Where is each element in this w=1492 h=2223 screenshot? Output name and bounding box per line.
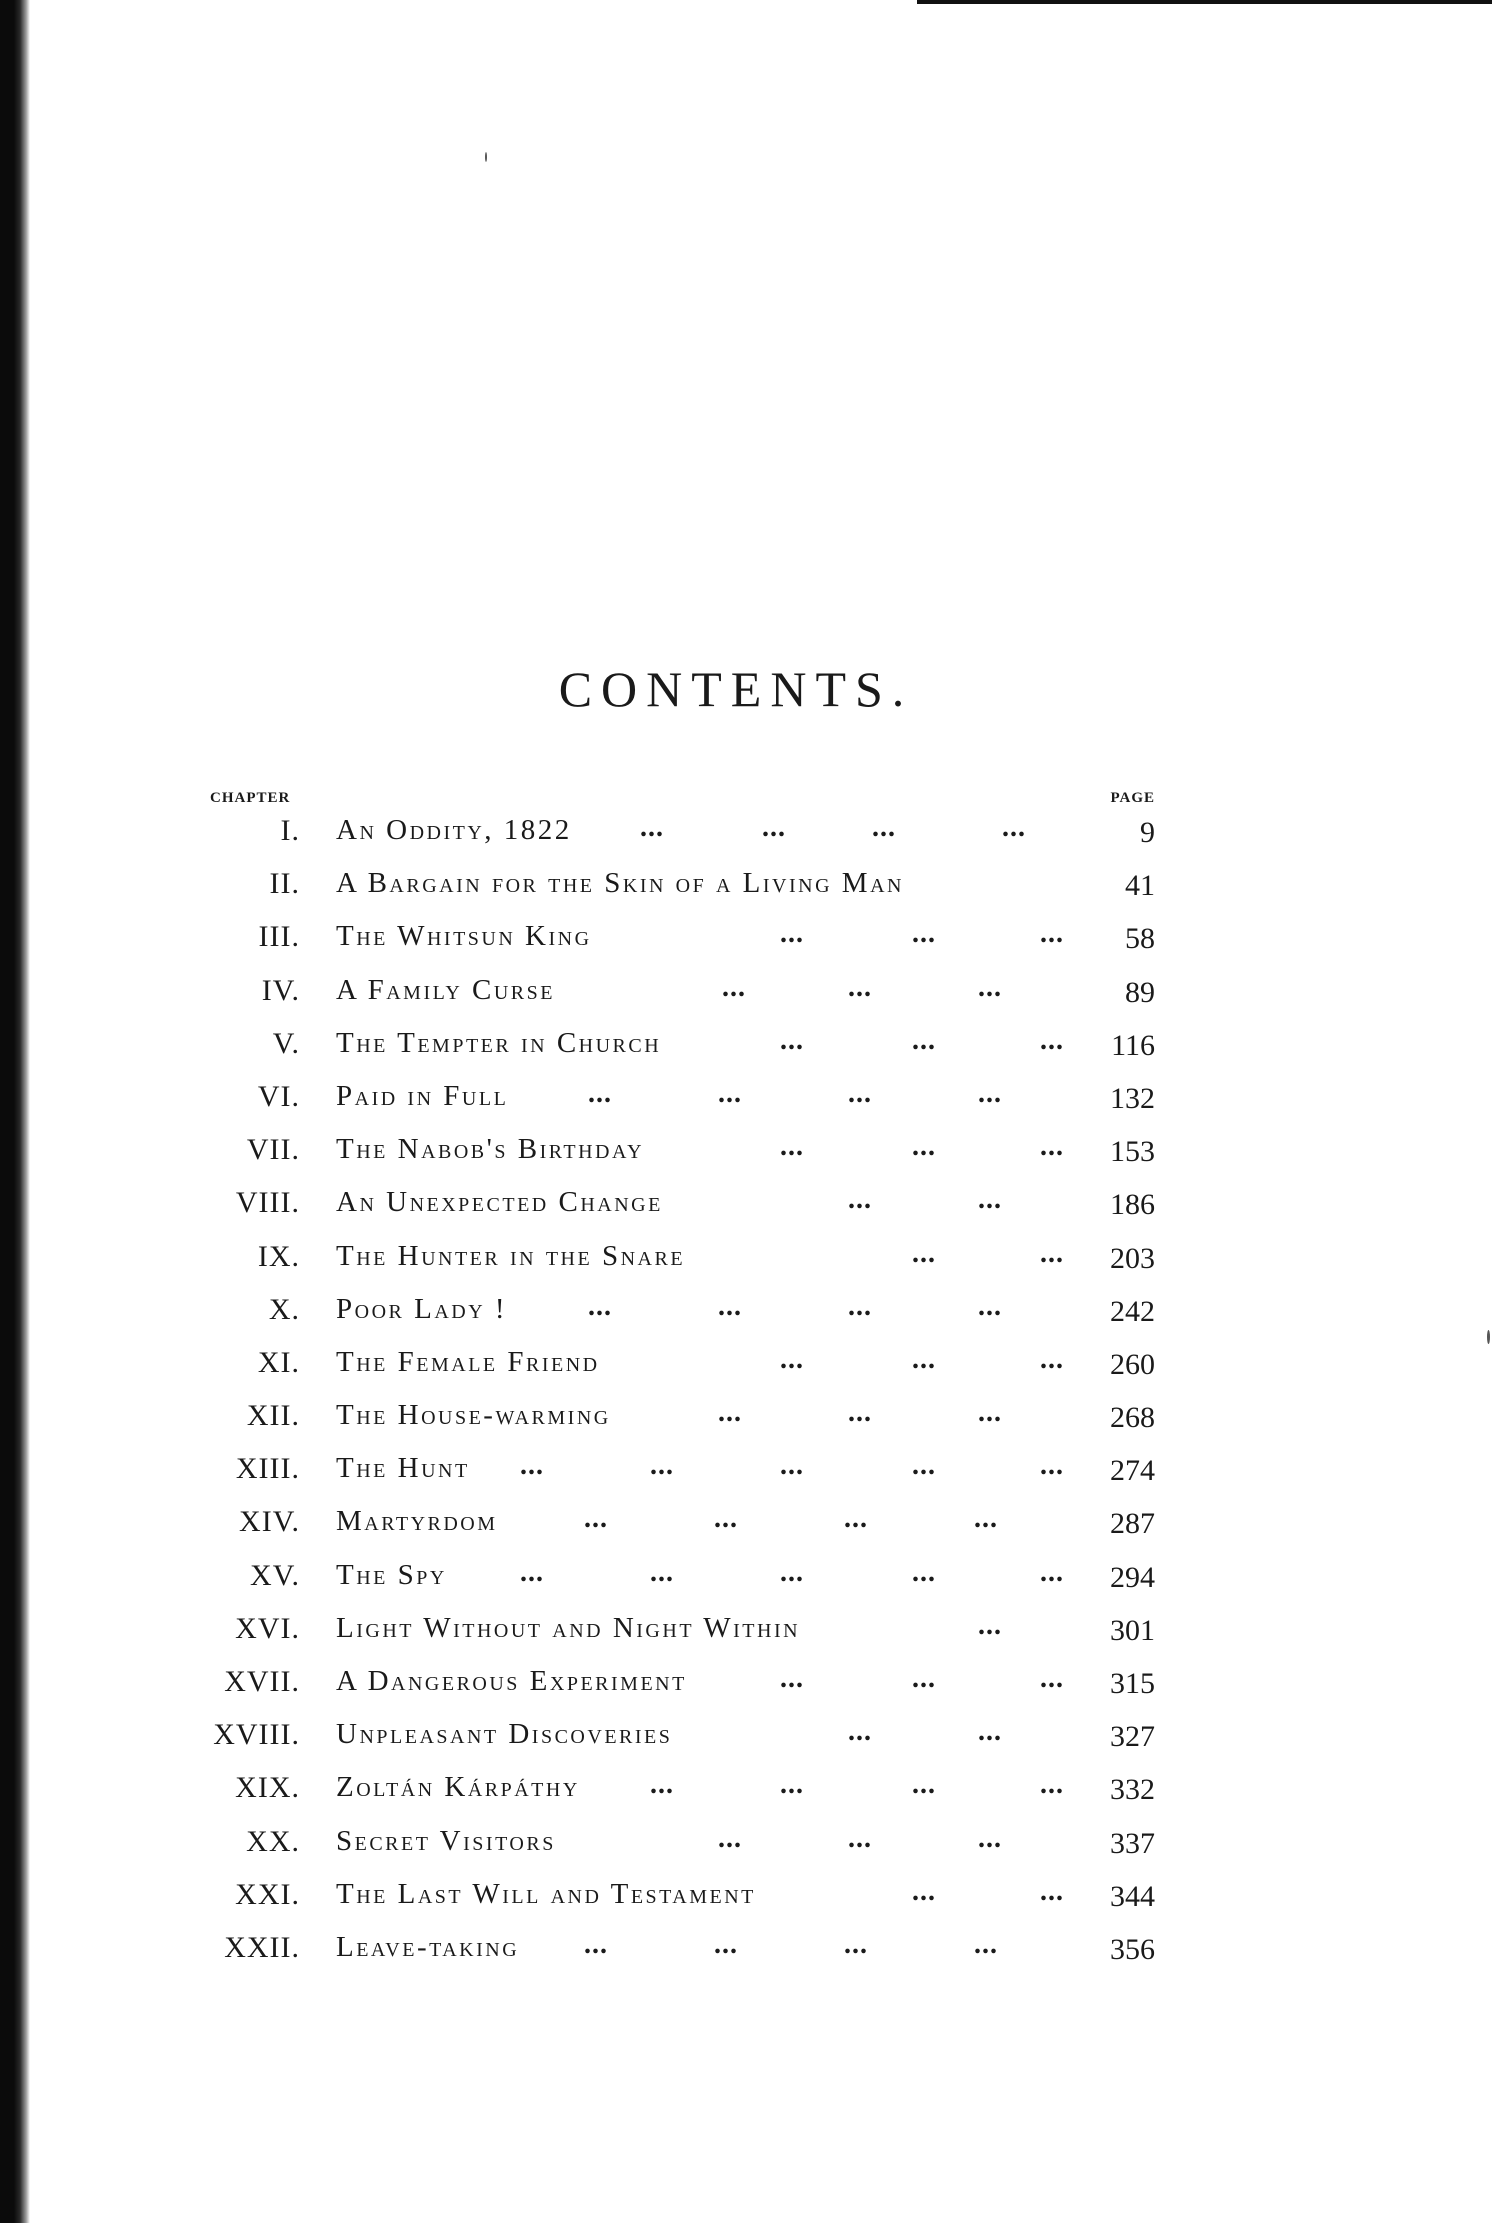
leader-dots: ... — [640, 812, 664, 843]
leader-dots: ... — [584, 1928, 608, 1960]
leader-dots: ... — [978, 1609, 1002, 1641]
leader-dots: ... — [848, 1077, 872, 1109]
chapter-title: A Family Curse — [336, 973, 555, 1006]
leader-dots: ... — [1040, 1875, 1064, 1907]
leader-dots: ... — [848, 1822, 872, 1854]
leader-dots: ... — [780, 1663, 804, 1694]
chapter-title: The Spy — [336, 1558, 447, 1591]
leader-dots: ... — [1040, 1769, 1064, 1801]
leader-dots: ... — [912, 918, 936, 950]
leader-dots: ... — [780, 1556, 804, 1588]
leader-dots: ... — [848, 1397, 872, 1429]
leader-dots: ... — [978, 1077, 1002, 1109]
leader-dots: ... — [520, 1450, 544, 1482]
page-number: 327 — [1110, 1720, 1155, 1754]
leader-dots: ... — [912, 1769, 936, 1801]
chapter-number: XX. — [246, 1824, 300, 1858]
chapter-number: XIV. — [239, 1505, 300, 1539]
page-number: 356 — [1110, 1932, 1155, 1966]
chapter-number: II. — [269, 867, 300, 901]
leader-dots: ... — [848, 1716, 872, 1748]
page-number: 9 — [1140, 816, 1155, 849]
leader-dots: ... — [780, 1769, 804, 1801]
page-edge-top — [917, 0, 1492, 4]
chapter-title: The Hunter in the Snare — [336, 1239, 686, 1272]
chapter-title: A Bargain for the Skin of a Living Man — [336, 867, 904, 900]
chapter-number: XVI. — [235, 1611, 300, 1645]
leader-dots: ... — [718, 1822, 742, 1854]
leader-dots: ... — [1040, 1237, 1064, 1269]
leader-dots: ... — [974, 1928, 998, 1960]
chapter-number: IX. — [257, 1239, 300, 1273]
page-column-header: PAGE — [1110, 790, 1155, 806]
leader-dots: ... — [1002, 812, 1026, 843]
leader-dots: ... — [780, 1131, 804, 1163]
leader-dots: ... — [1040, 1450, 1064, 1482]
toc-row — [0, 1340, 1492, 1393]
chapter-number: XV. — [250, 1558, 300, 1592]
toc-row — [0, 1819, 1492, 1872]
chapter-number: XII. — [246, 1399, 300, 1433]
leader-dots: ... — [718, 1290, 742, 1322]
page-number: 132 — [1110, 1081, 1155, 1115]
leader-dots: ... — [588, 1290, 612, 1322]
toc-row — [0, 1180, 1492, 1233]
leader-dots: ... — [584, 1503, 608, 1535]
leader-dots: ... — [978, 1716, 1002, 1748]
leader-dots: ... — [978, 1184, 1002, 1216]
leader-dots: ... — [714, 1928, 738, 1960]
leader-dots: ... — [1040, 1024, 1064, 1056]
toc-row — [0, 1127, 1492, 1180]
leader-dots: ... — [848, 1184, 872, 1216]
leader-dots: ... — [848, 1290, 872, 1322]
leader-dots: ... — [780, 1024, 804, 1056]
page-title-text: CONTENTS. — [558, 661, 914, 717]
chapter-title: The Nabob's Birthday — [336, 1133, 645, 1166]
page-number: 301 — [1110, 1613, 1155, 1647]
chapter-number: IV. — [261, 973, 300, 1007]
toc-row — [0, 1606, 1492, 1659]
chapter-title: Martyrdom — [336, 1505, 498, 1538]
leader-dots: ... — [762, 812, 786, 843]
chapter-title: The Whitsun King — [336, 920, 592, 953]
chapter-number: III. — [258, 920, 300, 954]
leader-dots: ... — [848, 971, 872, 1003]
toc-row — [0, 1499, 1492, 1552]
leader-dots: ... — [718, 1077, 742, 1109]
leader-dots: ... — [912, 1663, 936, 1694]
chapter-title: Poor Lady ! — [336, 1292, 508, 1325]
toc-row — [0, 1872, 1492, 1925]
leader-dots: ... — [780, 1450, 804, 1482]
leader-dots: ... — [1040, 1556, 1064, 1588]
leader-dots: ... — [722, 971, 746, 1003]
chapter-title: An Oddity, 1822 — [336, 814, 572, 846]
leader-dots: ... — [978, 1397, 1002, 1429]
chapter-title: Zoltán Kárpáthy — [336, 1771, 580, 1804]
toc-row — [0, 1446, 1492, 1499]
leader-dots: ... — [912, 1131, 936, 1163]
chapter-number: XIX. — [235, 1771, 300, 1805]
page-number: 116 — [1111, 1028, 1155, 1062]
page-number: 294 — [1110, 1560, 1155, 1594]
page-number: 58 — [1125, 922, 1155, 956]
toc-row — [0, 1393, 1492, 1446]
chapter-number: XVII. — [224, 1665, 300, 1698]
chapter-number: V. — [272, 1026, 300, 1060]
leader-dots: ... — [650, 1450, 674, 1482]
page-number: 332 — [1110, 1773, 1155, 1807]
chapter-column-header: CHAPTER — [210, 790, 291, 806]
chapter-title: A Dangerous Experiment — [336, 1665, 687, 1697]
chapter-number: VIII. — [235, 1186, 300, 1220]
toc-row — [0, 1925, 1492, 1978]
toc-row — [0, 861, 1492, 914]
leader-dots: ... — [650, 1556, 674, 1588]
leader-dots: ... — [844, 1928, 868, 1960]
page-title — [0, 660, 1492, 718]
toc-row — [0, 1765, 1492, 1818]
leader-dots: ... — [978, 1290, 1002, 1322]
chapter-number: XXI. — [235, 1877, 300, 1911]
leader-dots: ... — [780, 1343, 804, 1375]
leader-dots: ... — [1040, 1131, 1064, 1163]
toc-row — [0, 1074, 1492, 1127]
toc-row — [0, 1234, 1492, 1287]
toc-row — [0, 914, 1492, 967]
leader-dots: ... — [872, 812, 896, 843]
chapter-title: An Unexpected Change — [336, 1186, 663, 1219]
leader-dots: ... — [780, 918, 804, 950]
toc-row — [0, 1553, 1492, 1606]
leader-dots: ... — [912, 1343, 936, 1375]
leader-dots: ... — [650, 1769, 674, 1801]
page-number: 41 — [1125, 869, 1155, 903]
chapter-title: The Tempter in Church — [336, 1026, 662, 1059]
page-number: 344 — [1110, 1879, 1155, 1913]
leader-dots: ... — [1040, 1663, 1064, 1694]
chapter-number: XVIII. — [213, 1718, 300, 1752]
leader-dots: ... — [1040, 918, 1064, 950]
chapter-number: X. — [268, 1292, 300, 1326]
page-number: 268 — [1110, 1401, 1155, 1435]
chapter-number: XI. — [257, 1345, 300, 1379]
chapter-title: Unpleasant Discoveries — [336, 1718, 673, 1751]
toc-row — [0, 968, 1492, 1021]
chapter-number: XXII. — [224, 1930, 300, 1964]
chapter-title: Light Without and Night Within — [336, 1611, 801, 1644]
leader-dots: ... — [978, 1822, 1002, 1854]
leader-dots: ... — [718, 1397, 742, 1429]
leader-dots: ... — [912, 1875, 936, 1907]
toc-row — [0, 1287, 1492, 1340]
toc-row — [0, 1021, 1492, 1074]
chapter-title: The Hunt — [336, 1452, 470, 1485]
scan-speck — [485, 152, 487, 162]
chapter-title: The Female Friend — [336, 1345, 600, 1378]
page-number: 274 — [1110, 1454, 1155, 1488]
leader-dots: ... — [912, 1450, 936, 1482]
chapter-title: The House-warming — [336, 1399, 611, 1432]
chapter-number: I. — [280, 814, 300, 847]
chapter-number: XIII. — [235, 1452, 300, 1486]
leader-dots: ... — [912, 1556, 936, 1588]
leader-dots: ... — [978, 971, 1002, 1003]
leader-dots: ... — [912, 1237, 936, 1269]
chapter-number: VII. — [246, 1133, 300, 1167]
leader-dots: ... — [714, 1503, 738, 1535]
page-number: 337 — [1110, 1826, 1155, 1860]
table-of-contents — [0, 808, 1492, 1978]
chapter-title: Leave-taking — [336, 1930, 520, 1963]
leader-dots: ... — [520, 1556, 544, 1588]
toc-row — [0, 808, 1492, 861]
page-number: 260 — [1110, 1347, 1155, 1381]
leader-dots: ... — [1040, 1343, 1064, 1375]
leader-dots: ... — [912, 1024, 936, 1056]
page-number: 242 — [1110, 1294, 1155, 1328]
chapter-title: Paid in Full — [336, 1079, 509, 1112]
page-number: 89 — [1125, 975, 1155, 1009]
page-number: 203 — [1110, 1241, 1155, 1275]
leader-dots: ... — [588, 1077, 612, 1109]
toc-row — [0, 1712, 1492, 1765]
chapter-number: VI. — [257, 1079, 300, 1113]
page-number: 315 — [1110, 1667, 1155, 1700]
chapter-title: Secret Visitors — [336, 1824, 556, 1857]
leader-dots: ... — [844, 1503, 868, 1535]
page-number: 287 — [1110, 1507, 1155, 1541]
leader-dots: ... — [974, 1503, 998, 1535]
page-number: 186 — [1110, 1188, 1155, 1222]
page-number: 153 — [1110, 1135, 1155, 1169]
toc-row — [0, 1659, 1492, 1712]
chapter-title: The Last Will and Testament — [336, 1877, 756, 1910]
